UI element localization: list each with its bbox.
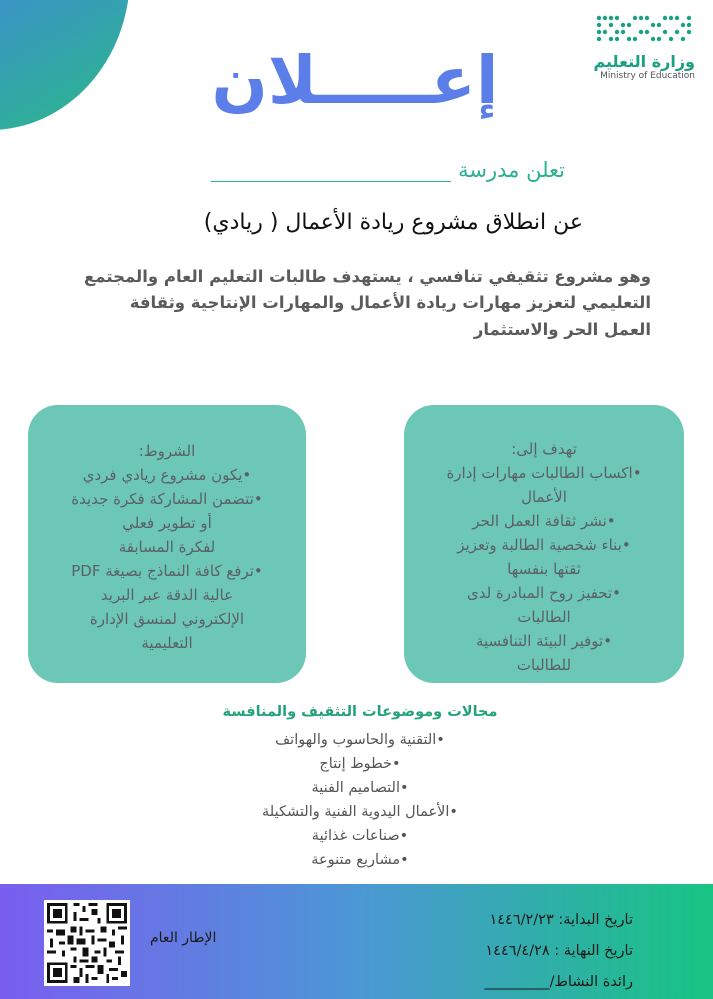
- conditions-box: [28, 405, 306, 683]
- fields-item: •خطوط إنتاج: [319, 756, 401, 773]
- goals-line: •نشر ثقافة العمل الحر: [472, 512, 616, 530]
- ministry-logo: [545, 14, 695, 81]
- conditions-line: لفكرة المسابقة: [118, 538, 216, 556]
- goals-line: الأعمال: [521, 488, 567, 506]
- fields-item: •الأعمال اليدوية الفنية والتشكيلة: [262, 804, 458, 821]
- start-date: تاريخ البداية: ١٤٤٦/٢/٢٣: [489, 912, 633, 928]
- logo-name-arabic: وزارة التعليم: [593, 52, 695, 71]
- corner-decoration: [0, 0, 130, 130]
- conditions-line: •يكون مشروع ريادي فردي: [82, 466, 252, 484]
- goals-line: ثقتها بنفسها: [507, 560, 581, 578]
- fields-item: •التقنية والحاسوب والهواتف: [275, 732, 445, 749]
- conditions-line: أو تطوير فعلي: [122, 514, 212, 532]
- announcement-title: إعـــــلان: [211, 42, 499, 119]
- goals-line: •اكساب الطالبات مهارات إدارة: [446, 464, 642, 482]
- goals-line: •تحفيز روح المبادرة لدى: [466, 584, 622, 602]
- conditions-line: •ترفع كافة النماذج بصيغة PDF: [71, 562, 263, 580]
- conditions-heading: الشروط:: [138, 442, 196, 460]
- conditions-line: •تتضمن المشاركة فكرة جديدة: [71, 490, 263, 508]
- general-frame-label: الإطار العام: [150, 930, 217, 946]
- qr-code-icon: [44, 900, 130, 986]
- goals-line: •توفير البيئة التنافسية: [475, 632, 613, 650]
- goals-heading: تهدف إلى:: [511, 440, 577, 458]
- goals-line: •بناء شخصية الطالبة وتعزيز: [457, 536, 631, 554]
- school-line: [165, 158, 565, 182]
- intro-line: التعليمي لتعزيز مهارات ريادة الأعمال والمهارات الإنتاجية وثقافة: [129, 293, 651, 313]
- fields-section: [200, 700, 520, 872]
- end-date: تاريخ النهاية : ١٤٤٦/٤/٢٨: [485, 943, 633, 960]
- fields-item: •التصاميم الفنية: [311, 780, 409, 797]
- school-name-blank: [211, 161, 451, 182]
- qr-code[interactable]: [44, 900, 130, 986]
- goals-line: للطالبات: [516, 656, 572, 674]
- conditions-line: التعليمية: [141, 634, 193, 652]
- goals-line: الطالبات: [517, 608, 571, 626]
- fields-heading: مجالات وموضوعات التثقيف والمنافسة: [222, 704, 498, 720]
- conditions-line: عالية الدقة عبر البريد: [100, 586, 234, 604]
- intro-line: وهو مشروع تثقيفي تنافسي ، يستهدف طالبات التعليم العام والمجتمع: [84, 267, 651, 286]
- launch-line: عن انطلاق مشروع ريادة الأعمال ( ريادي): [203, 210, 583, 235]
- school-line-text: تعلن مدرسة: [458, 158, 565, 182]
- intro-line: العمل الحر والاستثمار: [473, 319, 651, 339]
- dates-block: [373, 905, 633, 999]
- logo-name-english: Ministry of Education: [600, 71, 695, 81]
- activity-leader: رائدة النشاط/_________: [484, 974, 633, 991]
- intro-paragraph: [51, 264, 651, 343]
- goals-box: [404, 405, 684, 683]
- logo-dots-icon: [595, 14, 695, 44]
- conditions-line: الإلكتروني لمنسق الإدارة: [89, 610, 245, 628]
- fields-item: •صناعات غذائية: [311, 828, 409, 845]
- fields-item: •مشاريع متنوعة: [311, 852, 409, 869]
